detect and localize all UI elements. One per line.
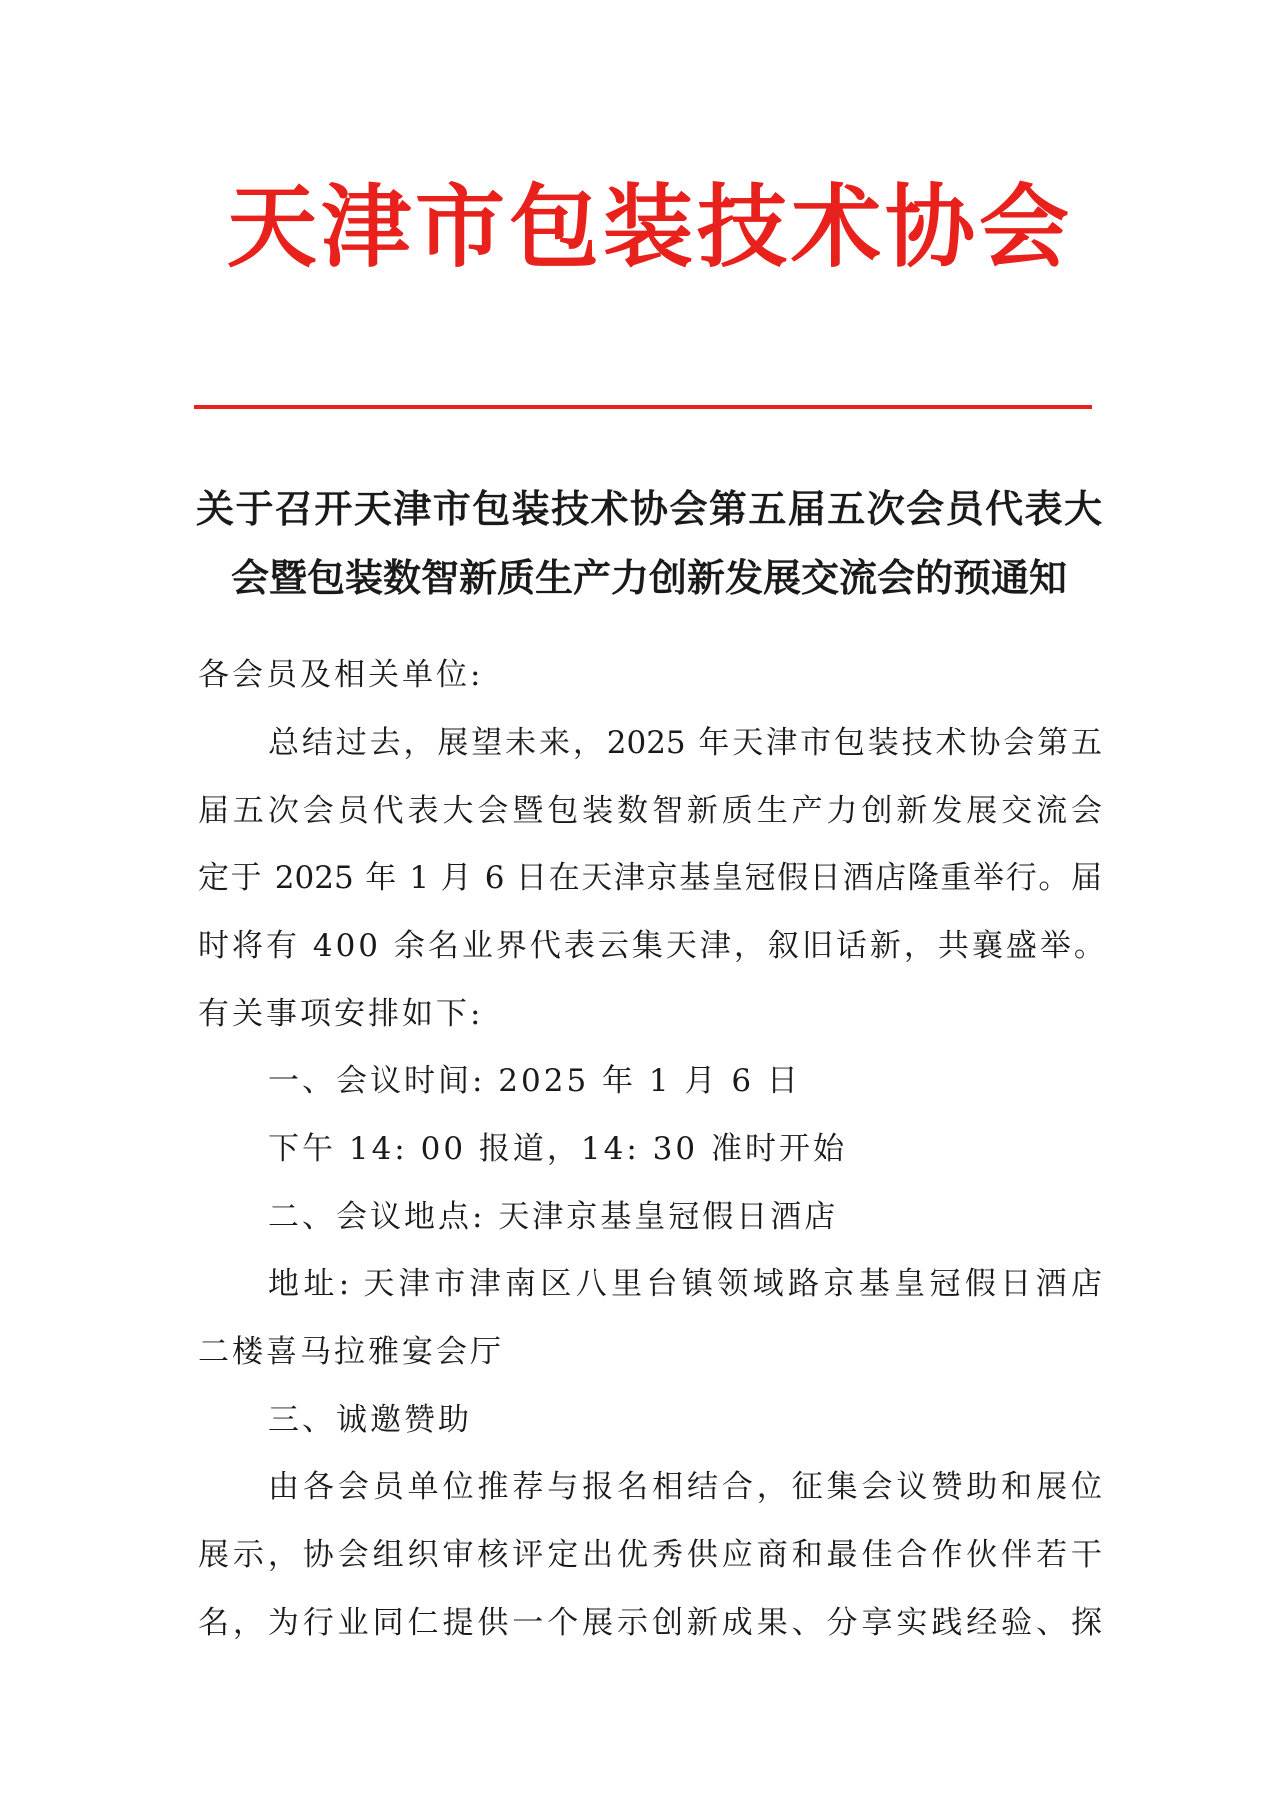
notice-title-line-2: 会暨包装数智新质生产力创新发展交流会的预通知	[230, 555, 1067, 600]
organization-letterhead: 天津市包装技术协会	[227, 174, 1073, 280]
meeting-schedule: 下午 14: 00 报道，14: 30 准时开始	[268, 1131, 847, 1167]
notice-title-line-1: 关于召开天津市包装技术协会第五届五次会员代表大	[196, 486, 1102, 531]
meeting-venue: 二、会议地点: 天津京基皇冠假日酒店	[268, 1199, 839, 1235]
meeting-time: 一、会议时间: 2025 年 1 月 6 日	[268, 1063, 801, 1099]
paragraph-line: 展示，协会组织审核评定出优秀供应商和最佳合作伙伴若干	[198, 1537, 1102, 1573]
venue-address: 地址: 天津市津南区八里台镇领域路京基皇冠假日酒店	[268, 1266, 1102, 1302]
paragraph-line: 总结过去，展望未来，2025 年天津市包装技术协会第五	[268, 725, 1102, 761]
paragraph-line: 由各会员单位推荐与报名相结合，征集会议赞助和展位	[268, 1469, 1102, 1505]
paragraph-line: 时将有 400 余名业界代表云集天津，叙旧话新，共襄盛举。	[198, 928, 1108, 964]
sponsorship-heading: 三、诚邀赞助	[268, 1402, 472, 1438]
paragraph-line: 有关事项安排如下:	[198, 996, 484, 1032]
paragraph-line: 名，为行业同仁提供一个展示创新成果、分享实践经验、探	[198, 1605, 1102, 1641]
venue-address-cont: 二楼喜马拉雅宴会厅	[198, 1334, 504, 1370]
paragraph-line: 定于 2025 年 1 月 6 日在天津京基皇冠假日酒店隆重举行。届	[198, 860, 1102, 896]
red-divider	[194, 405, 1092, 409]
paragraph-line: 届五次会员代表大会暨包装数智新质生产力创新发展交流会	[198, 793, 1102, 829]
salutation: 各会员及相关单位:	[198, 657, 484, 693]
